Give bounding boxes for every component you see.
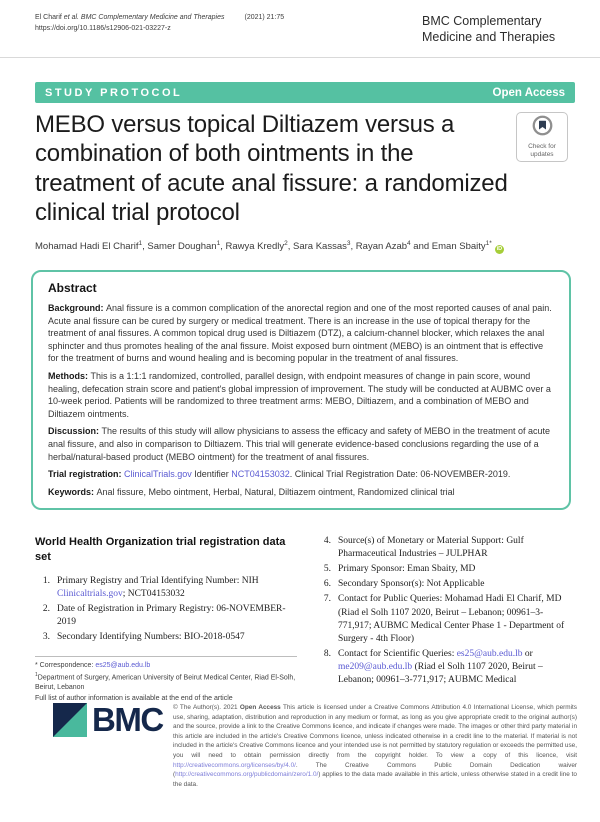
who-item-1: 1. Primary Registry and Trial Identifying Number: NIH Clinicaltrials.gov; NCT04153032 bbox=[42, 575, 259, 599]
author: Rayan Azab$^4$ and bbox=[355, 240, 432, 253]
author: Rawya Kredly$^2$, bbox=[225, 240, 294, 253]
who-item-5: 5. Primary Sponsor: Eman Sbaity, MD bbox=[323, 564, 476, 575]
who-item-3: 3. Secondary Identifying Numbers: BIO-2018-0547 bbox=[42, 632, 245, 643]
abstract-trial-registration: Trial registration: ClinicalTrials.gov Identifier NCT04153032. Clinical Trial Registration Date: 06-NOVEMBER-2019. bbox=[48, 469, 511, 480]
bmc-logo-text: BMC bbox=[92, 701, 163, 738]
who-item-8: 8. Contact for Scientific Queries: es25@aub.edu.lb or me209@aub.edu.lb (Riad el Solh 1107 2020, Beirut – Lebanon; 00961–3-771,917; AUBMC Medical bbox=[323, 648, 543, 686]
clinicaltrials-link[interactable]: Clinicaltrials.gov bbox=[57, 588, 123, 599]
who-item-7: 7. Contact for Public Queries: Mohamad Hadi El Charif, MD (Riad el Solh 1107 2020, Beirut – Lebanon; 00961–3-771,917; AUBMC Medical Center Phase 1 - Department of Surgery - 4th Floor) bbox=[323, 594, 565, 644]
affiliation-line: $^1$Department of Surgery, American University of Beirut Medical Center, Riad El-Solh, Beirut, Lebanon bbox=[35, 671, 296, 692]
who-item-6: 6. Secondary Sponsor(s): Not Applicable bbox=[323, 579, 485, 590]
who-item-4: 4. Source(s) of Monetary or Material Support: Gulf Pharmaceutical Industries – JULPHAR bbox=[323, 536, 524, 560]
email-link[interactable]: me209@aub.edu.lb bbox=[338, 661, 413, 672]
license-url-link[interactable]: http://creativecommons.org/licenses/by/4.0/ bbox=[173, 761, 296, 769]
author: Sara Kassas$^3$, bbox=[293, 240, 356, 253]
doi-link[interactable]: https://doi.org/10.1186/s12906-021-03227-z bbox=[35, 24, 171, 32]
clinicaltrials-link[interactable]: ClinicalTrials.gov bbox=[124, 469, 192, 480]
right-column bbox=[316, 535, 575, 689]
page-footer bbox=[35, 703, 577, 789]
abstract-heading: Abstract bbox=[48, 281, 97, 295]
abstract-keywords: Keywords: Anal fissure, Mebo ointment, Herbal, Natural, Diltiazem ointment, Randomized clinical trial bbox=[48, 486, 455, 497]
author-info-note: Full list of author information is available at the end of the article bbox=[35, 694, 233, 702]
email-link[interactable]: es25@aub.edu.lb bbox=[456, 648, 523, 659]
who-item-2: 2. Date of Registration in Primary Registry: 06-NOVEMBER-2019 bbox=[42, 603, 286, 628]
copyright-notice: © The Author(s). 2021 Open Access This article is licensed under a Creative Commons Attribution 4.0 International License, which permits use, sharing, adaptation, distribution and reproduction in any medium or format, as long as you give appropriate credit to the original author(s) and the source, provide a link to the Creative Commons licence, and indicate if changes were made. The images or other third party material in this article are included in the article's Creative Commons licence, unless indicated otherwise in a credit line to the material. If material is not included in the article's Creative Commons licence and your intended use is not permitted by statutory regulation or exceeds the permitted use, you will need to obtain permission directly from the copyright holder. To view a copy of this licence, visit http://creativecommons.org/licenses/by/4.0/. The Creative Commons Public Domain Dedication waiver (http://creativecommons.org/publicdomain/zero/1.0/) applies to the data made available in this article, unless otherwise stated in a credit line to the data. bbox=[173, 704, 577, 788]
author: Samer Doughan$^1$, bbox=[147, 240, 226, 253]
page-header bbox=[35, 13, 572, 46]
citation-block bbox=[35, 13, 284, 46]
correspondence-email-link[interactable]: es25@aub.edu.lb bbox=[95, 662, 151, 669]
check-updates-label: Check for updates bbox=[528, 143, 556, 158]
abstract-box bbox=[31, 270, 571, 510]
authors-line bbox=[35, 240, 565, 254]
article-type-banner bbox=[35, 82, 575, 103]
abstract-methods: Methods: This is a 1:1:1 randomized, controlled, parallel design, with endpoint measures of change in pain score, wound healing, defecation strain score and patient's global impression of improvement. The study will be conducted at AUBMC over a 10-week period. Patients will be randomized to three treatment arms: MEBO, Diltiazem, and a combination of MEBO and Diltiazem ointments. bbox=[48, 370, 551, 419]
who-section-heading: World Health Organization trial registration data set bbox=[35, 536, 286, 563]
citation-line: El Charif et al. BMC Complementary Medicine and Therapies (2021) 21:75 bbox=[35, 14, 285, 21]
check-updates-button[interactable] bbox=[516, 112, 568, 162]
article-type-label: STUDY PROTOCOL bbox=[45, 86, 183, 99]
bmc-logo-icon bbox=[53, 703, 87, 737]
author: Eman Sbaity$^{1*}$ bbox=[431, 240, 492, 253]
waiver-url-link[interactable]: http://creativecommons.org/publicdomain/zero/1.0/ bbox=[175, 771, 319, 779]
correspondence-footnote bbox=[35, 656, 297, 704]
header-divider bbox=[0, 57, 600, 58]
journal-name: BMC Complementary Medicine and Therapies bbox=[422, 14, 556, 45]
bmc-logo bbox=[53, 703, 173, 737]
abstract-discussion: Discussion: The results of this study will allow physicians to assess the efficacy and safety of MEBO in the treatment of acute anal fissure, and also in comparison to Diltiazem. This trial will generate evidence-based conclusions regarding the use of a herbal/natural-based product (MEBO ointment) for the treatment of anal fissures. bbox=[48, 426, 551, 462]
open-access-label: Open Access bbox=[492, 86, 565, 99]
abstract-background: Background: Anal fissure is a common complication of the anorectal region and one of the most reported causes of anal pain. Acute anal fissure can be cured by surgery or medical treatment. There is an increase in the use of topical therapy for the treatment of anal fissures. A common topical drug used is Diltiazem (DTZ), a calcium-channel blocker, which relaxes the anal sphincter and thus promotes healing of the anal fissure. Moist exposed burn ointment (MEBO) is an ointment that is effective for the treatment of burns and wound healing and is becoming popular in the treatment of anal fissures. bbox=[48, 303, 552, 364]
correspondence-line: * Correspondence: es25@aub.edu.lb bbox=[35, 662, 151, 669]
author: Mohamad Hadi El Charif$^1$, bbox=[35, 240, 148, 253]
article-title: MEBO versus topical Diltiazem versus a combination of both ointments in the treatment of acute anal fissure: a randomized clinical trial protocol bbox=[35, 111, 508, 226]
orcid-icon[interactable]: iD bbox=[496, 246, 503, 253]
bookmark-circle-icon bbox=[532, 115, 553, 141]
nct-number-link[interactable]: NCT04153032 bbox=[231, 469, 290, 480]
